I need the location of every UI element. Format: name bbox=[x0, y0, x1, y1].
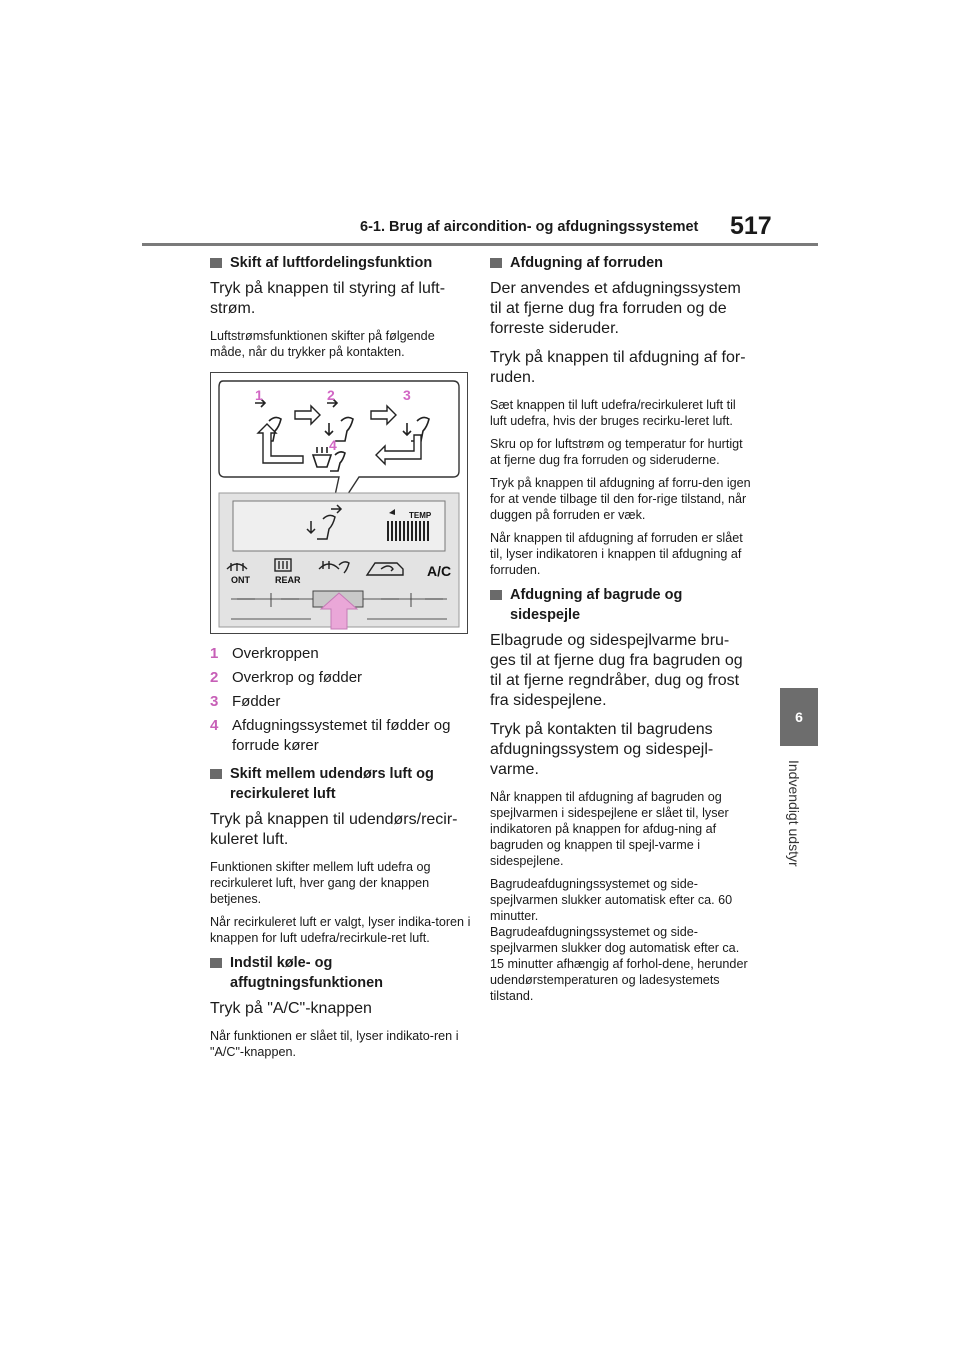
section-heading bbox=[490, 585, 752, 625]
right-column bbox=[490, 253, 752, 1011]
square-bullet-icon bbox=[490, 258, 502, 268]
running-header-title: 6-1. Brug af aircondition- og afdugningssystemet bbox=[360, 219, 699, 235]
heading-text: Skift mellem udendørs luft og recirkuleret luft bbox=[230, 766, 434, 802]
body-text: Tryk på kontakten til bagrudens afdugningssystem og sidespejl-varme. bbox=[490, 721, 714, 778]
list-number: 2 bbox=[210, 669, 219, 686]
square-bullet-icon bbox=[210, 769, 222, 779]
list-text: Fødder bbox=[232, 693, 281, 710]
diagram-label-1: 1 bbox=[255, 387, 263, 403]
square-bullet-icon bbox=[210, 258, 222, 268]
heading-text: Afdugning af bagrude og sidespejle bbox=[510, 587, 683, 623]
section-heading bbox=[210, 253, 472, 273]
square-bullet-icon bbox=[210, 958, 222, 968]
header-rule bbox=[142, 243, 818, 246]
rear-label: REAR bbox=[275, 575, 301, 585]
section-heading bbox=[490, 253, 752, 273]
left-column bbox=[210, 253, 472, 1067]
body-text: Elbagrude og sidespejlvarme bru-ges til at fjerne dug fra bagruden og til at fjerne regndråber, dug og frost fra sidespejlene. bbox=[490, 632, 743, 709]
list-text: Overkrop og fødder bbox=[232, 669, 363, 686]
chapter-label: Indvendigt udstyr bbox=[786, 760, 802, 867]
body-text: Tryk på knappen til styring af luft-strøm. bbox=[210, 280, 446, 317]
list-item bbox=[210, 692, 472, 712]
note-text: Tryk på knappen til afdugning af forru-den igen for at vende tilbage til den for-rige tilstand, når duggen på forruden er væk. bbox=[490, 476, 751, 522]
diagram-label-3: 3 bbox=[403, 387, 411, 403]
note-text: Når knappen til afdugning af bagruden og spejlvarmen i sidespejlene er slået til, lyser indikatoren på knappen for afdug-ning af bagruden og knappen til spejl-varme i sidespejlene. bbox=[490, 790, 729, 868]
body-text: Tryk på knappen til afdugning af for-ruden. bbox=[490, 349, 746, 386]
list-text: Afdugningssystemet til fødder og forrude kører bbox=[232, 717, 451, 754]
note-text: Sæt knappen til luft udefra/recirkuleret luft til luft udefra, hvis der bruges recirku-leret luft. bbox=[490, 398, 736, 428]
diagram-label-4: 4 bbox=[329, 437, 337, 453]
section-heading bbox=[210, 764, 472, 804]
note-text: Når knappen til afdugning af forruden er slået til, lyser indikatoren i knappen til afdugning af forruden. bbox=[490, 531, 743, 577]
list-number: 1 bbox=[210, 645, 219, 662]
section-heading bbox=[210, 953, 472, 993]
numbered-legend bbox=[210, 644, 472, 756]
chapter-tab: 6 bbox=[780, 688, 818, 746]
list-number: 4 bbox=[210, 717, 219, 734]
page-number: 517 bbox=[730, 212, 772, 240]
note-text: Når recirkuleret luft er valgt, lyser indika-toren i knappen for luft udefra/recirkule-ret luft. bbox=[210, 915, 471, 945]
heading-text: Afdugning af forruden bbox=[510, 255, 664, 271]
heading-text: Indstil køle- og affugtningsfunktionen bbox=[230, 955, 384, 991]
list-item bbox=[210, 716, 472, 756]
list-number: 3 bbox=[210, 693, 219, 710]
front-label: ONT bbox=[231, 575, 250, 585]
diagram-graphic bbox=[211, 373, 467, 633]
body-text: Der anvendes et afdugningssystem til at fjerne dug fra forruden og de forreste sideruder. bbox=[490, 280, 741, 337]
note-text: Funktionen skifter mellem luft udefra og recirkuleret luft, hver gang der knappen betjenes. bbox=[210, 860, 431, 906]
note-text: Bagrudeafdugningssystemet og side-spejlvarmen slukker automatisk efter ca. 60 minutter. bbox=[490, 877, 733, 923]
diagram-label-2: 2 bbox=[327, 387, 335, 403]
list-item bbox=[210, 668, 472, 688]
temp-label: TEMP bbox=[409, 511, 432, 520]
square-bullet-icon bbox=[490, 590, 502, 600]
list-text: Overkroppen bbox=[232, 645, 319, 662]
body-text: Tryk på knappen til udendørs/recir-kuleret luft. bbox=[210, 811, 458, 848]
note-text: Skru op for luftstrøm og temperatur for hurtigt at fjerne dug fra forruden og sideruderne. bbox=[490, 437, 743, 467]
note-text: Når funktionen er slået til, lyser indikato-ren i "A/C"-knappen. bbox=[210, 1029, 459, 1059]
ac-label: A/C bbox=[427, 563, 452, 579]
list-item bbox=[210, 644, 472, 664]
airflow-mode-diagram bbox=[210, 372, 468, 634]
heading-text: Skift af luftfordelingsfunktion bbox=[230, 255, 433, 271]
note-text: Bagrudeafdugningssystemet og side-spejlvarmen slukker dog automatisk efter ca. 15 minutter afhængig af forhol-dene, herunder udendørstemperaturen og ladesystemets tilstand. bbox=[490, 925, 748, 1003]
body-text: Tryk på "A/C"-knappen bbox=[210, 1000, 372, 1017]
note-text: Luftstrømsfunktionen skifter på følgende måde, når du trykker på kontakten. bbox=[210, 329, 435, 359]
